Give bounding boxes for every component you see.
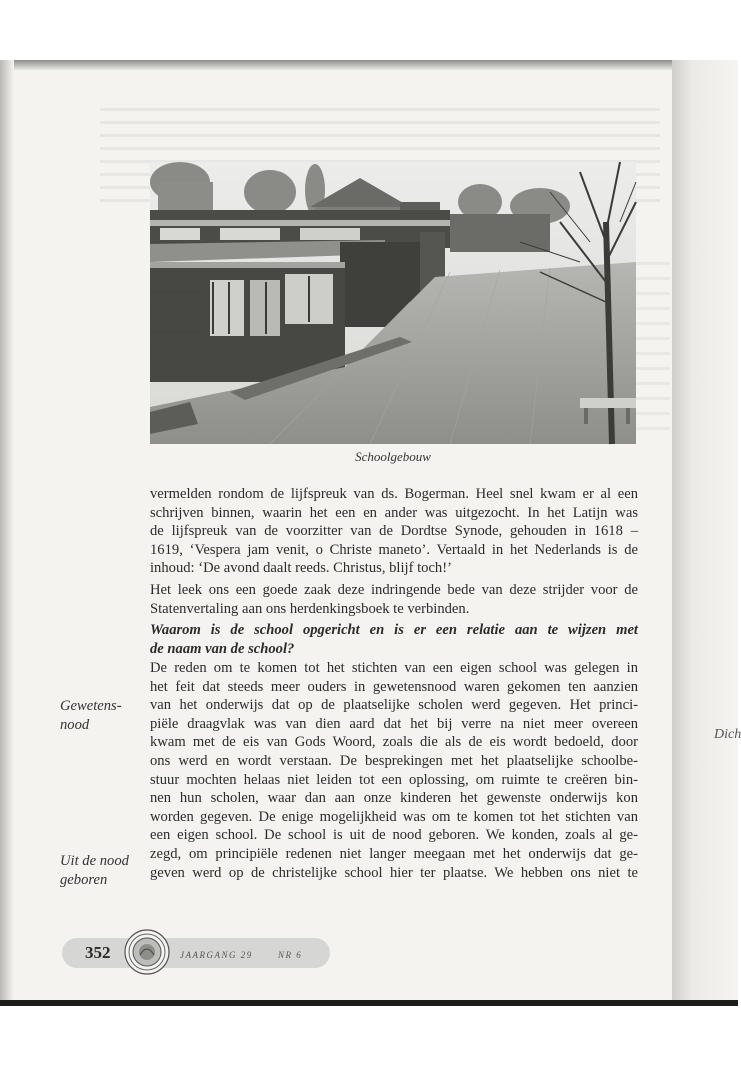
- journal-volume: JAARGANG 29: [180, 950, 253, 960]
- page-number: 352: [85, 943, 111, 962]
- text-line: schrijven binnen, waarin het een en ander was uitgezocht. In het Latijn was: [150, 504, 638, 521]
- page-left-edge: [0, 60, 14, 1002]
- journal-issue: NR 6: [278, 950, 303, 960]
- text-line: nen hun scholen, waar dan aan onze kinderen het gewenste onderwijs kon: [150, 790, 638, 807]
- margin-note-gewetensnood: [60, 697, 146, 734]
- school-building-photo: [150, 162, 636, 444]
- heading-line: de naam van de school?: [150, 640, 295, 657]
- text-line: vermelden rondom de lijfspreuk van ds. Bogerman. Heel snel kwam er al een: [150, 486, 638, 502]
- text-line: inhoud: ‘De avond daalt reeds. Christus, blijf toch!’: [150, 560, 452, 577]
- text-line: De reden om te komen tot het stichten van een eigen school was gelegen in: [150, 660, 638, 676]
- section-heading: [150, 621, 638, 658]
- text-line: geven werd op de christelijke school hier ter plaatse. We hebben ons niet te: [150, 864, 638, 881]
- heading-line: Waarom is de school opgericht en is er een relatie aan te wijzen met: [150, 622, 638, 638]
- text-line: 1619, ‘Vespera jam venit, o Christe maneto’. Vertaald in het Nederlands is de: [150, 541, 638, 558]
- facing-page-word: Dich: [714, 727, 741, 742]
- photo-caption: Schoolgebouw: [355, 449, 431, 464]
- seal-logo-icon: [124, 929, 170, 975]
- margin-note-line: geboren: [60, 871, 108, 888]
- margin-note-uit-de-nood: [60, 852, 146, 889]
- margin-note-line: nood: [60, 716, 90, 733]
- paragraph-lijfspreuk: [150, 485, 638, 578]
- paragraph-bede: [150, 581, 638, 618]
- text-line: het feit dat steeds meer ouders in gewetensnood waren gekomen ten aanzien: [150, 678, 638, 695]
- text-line: ons werd en wordt verstaan. De besprekingen met het plaatselijke schoolbe-: [150, 752, 638, 769]
- text-line: piële draagvlak was van dien aard dat het bij verre na niet meer overeen: [150, 715, 638, 732]
- text-line: een eigen school. De school is uit de nood geboren. We konden, zoals al ge-: [150, 827, 638, 844]
- text-line: zegd, om principiële redenen niet langer meegaan met het onderwijs dat ge-: [150, 845, 638, 862]
- text-line: Statenvertaling aan ons herdenkingsboek te verbinden.: [150, 600, 470, 617]
- text-line: worden gegeven. De enige mogelijkheid was om te komen tot het stichten van: [150, 808, 638, 825]
- text-line: Het leek ons een goede zaak deze indringende bede van deze strijder voor de: [150, 582, 638, 598]
- text-line: van het onderwijs dat op de plaatselijke scholen werd gegeven. Het princi-: [150, 697, 638, 714]
- margin-note-line: Uit de nood: [60, 853, 129, 869]
- page-bottom-edge: [0, 1000, 738, 1006]
- text-line: stuur mochten helaas niet leiden tot een oplossing, om ruimte te creëren bin-: [150, 771, 638, 788]
- margin-note-line: Gewetens-: [60, 698, 122, 714]
- facing-page: [672, 60, 741, 1002]
- text-line: kwam met de eis van Gods Woord, zoals die als de eis wordt bedoeld, door: [150, 734, 638, 751]
- text-line: de lijfspreuk van de voorzitter van de Dordtse Synode, gehouden in 1618 –: [150, 523, 638, 540]
- paragraph-reden: [150, 659, 638, 882]
- page-top-shadow: [0, 60, 690, 70]
